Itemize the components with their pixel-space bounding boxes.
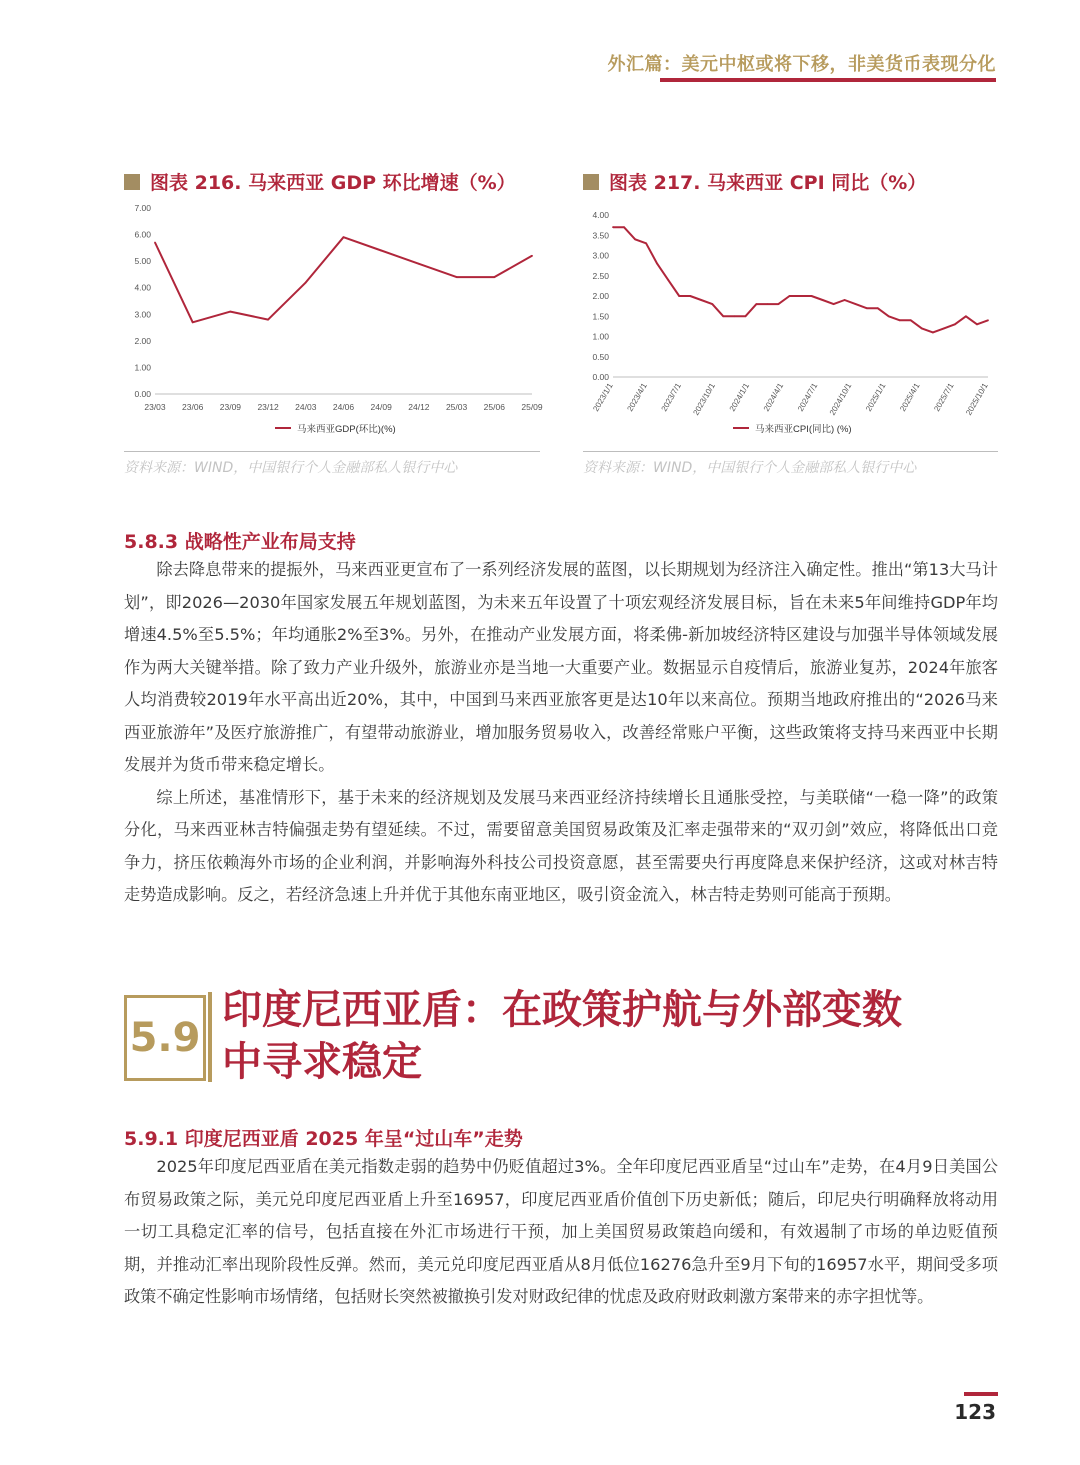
x-tick-label: 2024/4/1 xyxy=(761,381,786,413)
figure-217-source: 资料来源：WIND，中国银行个人金融部私人银行中心 xyxy=(583,460,917,476)
y-tick-label: 0.00 xyxy=(592,372,609,382)
figure-217-bottom-rule xyxy=(583,451,998,452)
chapter-title-line-1: 印度尼西亚盾：在政策护航与外部变数 xyxy=(222,987,902,1033)
page-number-rule xyxy=(964,1392,998,1396)
page-header-rule xyxy=(660,78,996,82)
data-point xyxy=(932,332,934,334)
x-tick-label: 24/06 xyxy=(332,402,355,412)
y-tick-label: 0.50 xyxy=(592,351,609,362)
data-point xyxy=(877,307,879,309)
page-header-title: 外汇篇：美元中枢或将下移，非美货币表现分化 xyxy=(607,54,996,75)
section-591-heading: 5.9.1 印度尼西亚盾 2025 年呈“过山车”走势 xyxy=(124,1128,523,1150)
x-tick-label: 23/03 xyxy=(144,402,166,412)
data-point xyxy=(833,303,835,305)
y-tick-label: 1.50 xyxy=(592,311,609,322)
section-583-body xyxy=(124,554,998,912)
y-tick-label: 3.00 xyxy=(592,250,609,261)
y-tick-label: 0.00 xyxy=(134,389,151,399)
x-tick-label: 24/09 xyxy=(370,402,392,412)
x-tick-label: 25/03 xyxy=(445,402,468,412)
x-tick-label: 2025/10/1 xyxy=(964,381,990,417)
figure-216-source: 资料来源：WIND，中国银行个人金融部私人银行中心 xyxy=(124,460,458,476)
figure-216-title-row xyxy=(124,168,516,195)
data-point xyxy=(418,263,420,265)
data-point xyxy=(976,323,978,325)
data-point xyxy=(667,279,669,281)
chapter-number-box: 5.9 xyxy=(124,995,206,1081)
x-tick-label: 2025/4/1 xyxy=(898,381,922,413)
section-583-paragraph: 综上所述，基准情形下，基于未来的经济规划及发展马来西亚经济持续增长且通胀受控，与美联储“一稳一降”的政策分化，马来西亚林吉特偏强走势有望延续。不过，需要留意美国贸易政策及汇率走强带来的“双刃剑”效应，将降低出口竞争力，挤压依赖海外市场的企业利润，并影响海外科技公司投资意愿，甚至需要央行再度降息来保护经济，这或对林吉特走势造成影响。反之，若经济急速上升并优于其他东南亚地区，吸引资金流入，林吉特走势则可能高于预期。 xyxy=(124,787,998,904)
data-point xyxy=(623,226,625,228)
data-point xyxy=(656,263,658,265)
y-tick-label: 6.00 xyxy=(134,229,151,240)
data-point xyxy=(343,236,345,238)
legend-label: 马来西亚GDP(环比)(%) xyxy=(297,424,396,435)
x-tick-label: 2024/10/1 xyxy=(827,381,854,417)
figure-217-title-row xyxy=(583,168,926,195)
data-point xyxy=(531,255,533,257)
data-point xyxy=(866,307,868,309)
data-point xyxy=(154,242,156,244)
y-tick-label: 4.00 xyxy=(592,210,609,220)
figure-216-chart xyxy=(120,195,543,450)
data-point xyxy=(921,328,923,330)
data-point xyxy=(493,276,495,278)
figure-marker-square xyxy=(124,174,140,190)
data-point xyxy=(456,276,458,278)
x-tick-label: 24/03 xyxy=(295,402,317,412)
data-point xyxy=(943,328,945,330)
data-point xyxy=(899,319,901,321)
data-point xyxy=(811,295,813,297)
data-point xyxy=(767,303,769,305)
data-point xyxy=(987,319,989,321)
data-point xyxy=(822,299,824,301)
data-point xyxy=(711,303,713,305)
data-point xyxy=(612,226,614,228)
x-tick-label: 2023/7/1 xyxy=(659,381,683,413)
x-tick-label: 25/06 xyxy=(483,402,505,412)
data-point xyxy=(700,299,702,301)
gdp-chart-svg xyxy=(120,195,543,450)
data-point xyxy=(888,315,890,317)
data-point xyxy=(733,315,735,317)
chapter-title-line-2: 中寻求稳定 xyxy=(222,1039,422,1085)
data-point xyxy=(800,295,802,297)
series-line xyxy=(155,237,532,322)
figure-marker-square xyxy=(583,174,599,190)
x-tick-label: 25/09 xyxy=(521,402,543,412)
data-point xyxy=(645,242,647,244)
x-tick-label: 2025/7/1 xyxy=(932,381,956,413)
data-point xyxy=(380,250,382,252)
figure-216-bottom-rule xyxy=(124,451,540,452)
data-point xyxy=(744,315,746,317)
data-point xyxy=(192,321,194,323)
x-tick-label: 24/12 xyxy=(408,402,430,412)
series-line xyxy=(613,227,988,332)
x-tick-label: 23/06 xyxy=(182,402,204,412)
section-591-body xyxy=(124,1151,998,1314)
data-point xyxy=(965,315,967,317)
page-number: 123 xyxy=(954,1400,996,1424)
y-tick-label: 4.00 xyxy=(134,282,151,293)
y-tick-label: 3.00 xyxy=(134,309,151,320)
y-tick-label: 1.00 xyxy=(592,331,609,342)
x-tick-label: 2023/10/1 xyxy=(691,381,718,417)
figure-217-title: 图表 217. 马来西亚 CPI 同比（%） xyxy=(609,172,927,194)
chapter-title xyxy=(222,984,1012,1088)
cpi-chart-svg xyxy=(578,195,998,450)
data-point xyxy=(267,319,269,321)
chapter-divider-bar xyxy=(208,992,212,1082)
y-tick-label: 2.00 xyxy=(592,291,609,301)
x-tick-label: 2023/4/1 xyxy=(625,381,649,413)
data-point xyxy=(305,282,307,284)
section-583-heading: 5.8.3 战略性产业布局支持 xyxy=(124,531,356,553)
x-tick-label: 23/09 xyxy=(219,402,242,412)
data-point xyxy=(778,303,780,305)
data-point xyxy=(634,238,636,240)
data-point xyxy=(230,311,232,313)
y-tick-label: 3.50 xyxy=(592,230,609,241)
y-tick-label: 2.00 xyxy=(134,335,151,346)
legend-label: 马来西亚CPI(同比) (%) xyxy=(755,424,852,435)
x-tick-label: 2024/1/1 xyxy=(727,381,752,413)
data-point xyxy=(689,295,691,297)
data-point xyxy=(954,323,956,325)
data-point xyxy=(789,295,791,297)
data-point xyxy=(910,319,912,321)
data-point xyxy=(855,303,857,305)
y-tick-label: 5.00 xyxy=(134,256,151,267)
y-tick-label: 7.00 xyxy=(134,203,151,213)
y-tick-label: 2.50 xyxy=(592,270,609,281)
x-tick-label: 2025/1/1 xyxy=(864,381,888,413)
y-tick-label: 1.00 xyxy=(134,362,151,373)
x-tick-label: 23/12 xyxy=(257,402,279,412)
data-point xyxy=(755,303,757,305)
figure-217-chart xyxy=(578,195,998,450)
data-point xyxy=(844,299,846,301)
figure-216-title: 图表 216. 马来西亚 GDP 环比增速（%） xyxy=(150,172,516,194)
data-point xyxy=(722,315,724,317)
x-tick-label: 2024/7/1 xyxy=(795,381,820,413)
x-tick-label: 2023/1/1 xyxy=(591,381,615,413)
data-point xyxy=(678,295,680,297)
section-591-paragraph: 2025年印度尼西亚盾在美元指数走弱的趋势中仍贬值超过3%。全年印度尼西亚盾呈“过山车”走势，在4月9日美国公布贸易政策之际，美元兑印度尼西亚盾上升至16957，印度尼西亚盾价值创下历史新低；随后，印尼央行明确释放将动用一切工具稳定汇率的信号，包括直接在外汇市场进行干预，加上美国贸易政策趋向缓和，有效遏制了市场的单边贬值预期，并推动汇率出现阶段性反弹。然而，美元兑印度尼西亚盾从8月低位16276急升至9月下旬的16957水平，期间受多项政策不确定性影响市场情绪，包括财长突然被撤换引发对财政纪律的忧虑及政府财政刺激方案带来的赤字担忧等。 xyxy=(124,1157,998,1306)
section-583-paragraph: 除去降息带来的提振外，马来西亚更宣布了一系列经济发展的蓝图，以长期规划为经济注入确定性。推出“第13大马计划”，即2026—2030年国家发展五年规划蓝图，为未来五年设置了十项宏观经济发展目标，旨在未来5年间维持GDP年均增速4.5%至5.5%；年均通胀2%至3%。另外，在推动产业发展方面，将柔佛-新加坡经济特区建设与加强半导体领域发展作为两大关键举措。除了致力产业升级外，旅游业亦是当地一大重要产业。数据显示自疫情后，旅游业复苏，2024年旅客人均消费较2019年水平高出近20%，其中，中国到马来西亚旅客更是达10年以来高位。预期当地政府推出的“2026马来西亚旅游年”及医疗旅游推广，有望带动旅游业，增加服务贸易收入，改善经常账户平衡，这些政策将支持马来西亚中长期发展并为货币带来稳定增长。 xyxy=(124,560,998,774)
